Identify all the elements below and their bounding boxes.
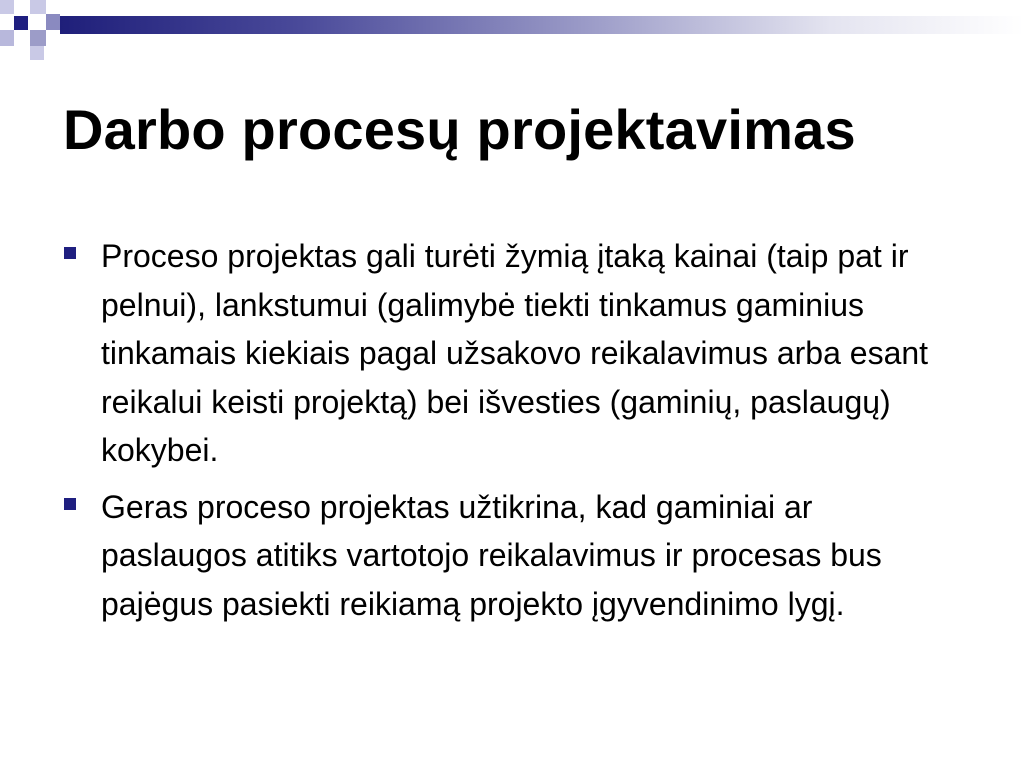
- decor-square: [30, 14, 46, 30]
- decor-square: [14, 0, 30, 14]
- bullet-text: Proceso projektas gali turėti žymią įtaką kainai (taip pat ir pelnui), lankstumui (galimybė tiekti tinkamus gaminius tinkamais kiekiais pagal užsakovo reikalavimus arba esant reikalui keisti projektą) bei išvesties (gaminių, paslaugų) kokybei.: [101, 238, 929, 468]
- decor-square: [14, 30, 30, 46]
- decor-square: [0, 0, 14, 14]
- header-gradient-bar: [60, 16, 1024, 34]
- decor-square: [30, 0, 46, 14]
- decor-square: [0, 14, 14, 30]
- bullet-text: Geras proceso projektas užtikrina, kad gaminiai ar paslaugos atitiks vartotojo reikalavimus ir procesas bus pajėgus pasiekti reikiamą projekto įgyvendinimo lygį.: [101, 488, 882, 622]
- decor-square: [14, 16, 28, 30]
- decor-square: [0, 30, 14, 46]
- bullet-item: [62, 483, 962, 629]
- decor-square: [30, 46, 44, 60]
- square-bullet-icon: [64, 247, 76, 259]
- bullet-list: [62, 232, 962, 636]
- decor-square: [46, 14, 60, 30]
- square-bullet-icon: [64, 498, 76, 510]
- decor-square: [30, 30, 46, 46]
- bullet-item: [62, 232, 962, 475]
- slide-title: Darbo procesų projektavimas: [63, 98, 856, 161]
- header-decoration: [0, 0, 1024, 64]
